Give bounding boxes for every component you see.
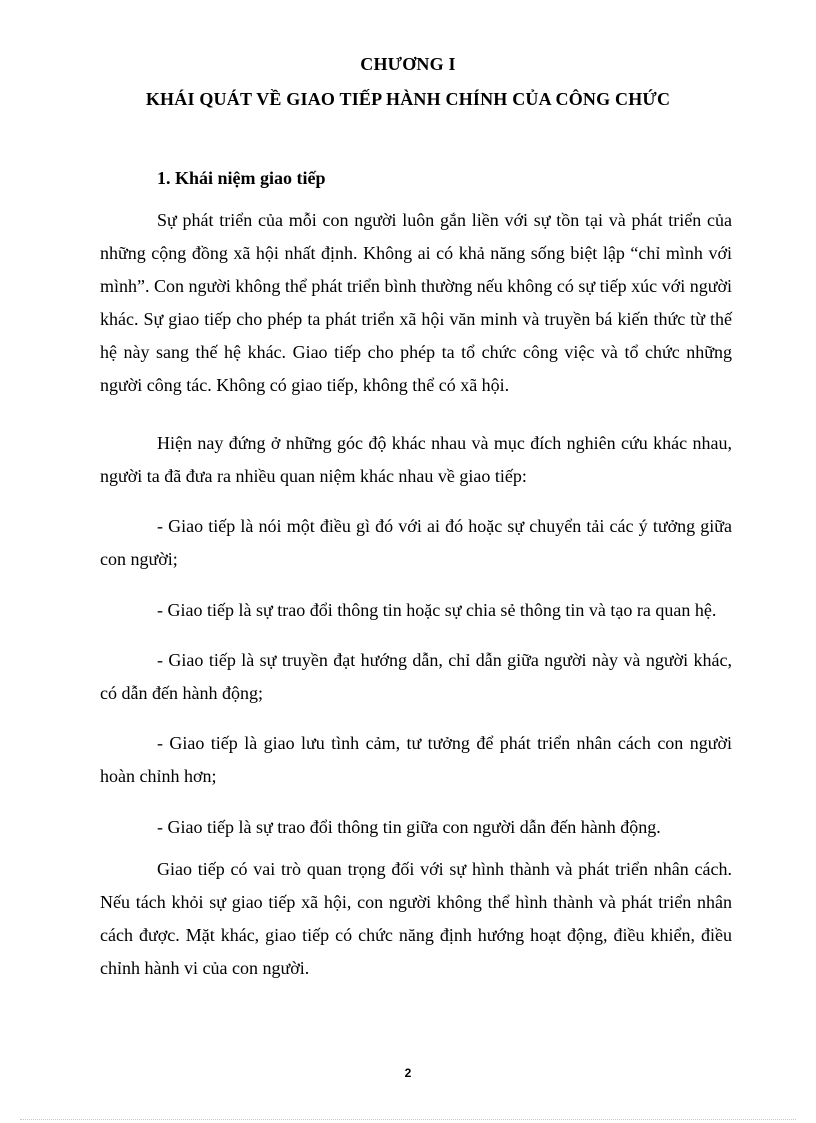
- chapter-label: CHƯƠNG I: [360, 54, 456, 74]
- list-item: - Giao tiếp là nói một điều gì đó với ai đó hoặc sự chuyển tải các ý tưởng giữa con người;: [100, 516, 732, 569]
- paragraph: Sự phát triển của mỗi con người luôn gắn liền với sự tồn tại và phát triển của những cộng đồng xã hội nhất định. Không ai có khả năng sống biệt lập “chỉ mình với mình”. Con người không thể phát triển bình thường nếu không có sự tiếp xúc với người khác. Sự giao tiếp cho phép ta phát triển xã hội văn minh và truyền bá kiến thức từ thế hệ này sang thế hệ khác. Giao tiếp cho phép ta tổ chức công việc và tổ chức những người công tác. Không có giao tiếp, không thể có xã hội.: [100, 210, 732, 395]
- list-item: - Giao tiếp là sự truyền đạt hướng dẫn, chỉ dẫn giữa người này và người khác, có dẫn đến hành động;: [100, 650, 732, 703]
- page-number: 2: [404, 1066, 412, 1080]
- chapter-title: KHÁI QUÁT VỀ GIAO TIẾP HÀNH CHÍNH CỦA CÔNG CHỨC: [145, 89, 671, 109]
- page-edge-divider: [20, 1119, 796, 1120]
- list-item: - Giao tiếp là giao lưu tình cảm, tư tưởng để phát triển nhân cách con người hoàn chỉnh hơn;: [100, 733, 732, 786]
- paragraph: Hiện nay đứng ở những góc độ khác nhau và mục đích nghiên cứu khác nhau, người ta đã đưa ra nhiều quan niệm khác nhau về giao tiếp:: [100, 433, 732, 486]
- section-title: 1. Khái niệm giao tiếp: [157, 168, 326, 188]
- paragraph: Giao tiếp có vai trò quan trọng đối với sự hình thành và phát triển nhân cách. Nếu tách khỏi sự giao tiếp xã hội, con người không thể hình thành và phát triển nhân cách được. Mặt khác, giao tiếp có chức năng định hướng hoạt động, điều khiển, điều chỉnh hành vi của con người.: [100, 859, 732, 978]
- list-item: - Giao tiếp là sự trao đổi thông tin hoặc sự chia sẻ thông tin và tạo ra quan hệ.: [157, 600, 717, 620]
- list-item: - Giao tiếp là sự trao đổi thông tin giữa con người dẫn đến hành động.: [157, 817, 661, 837]
